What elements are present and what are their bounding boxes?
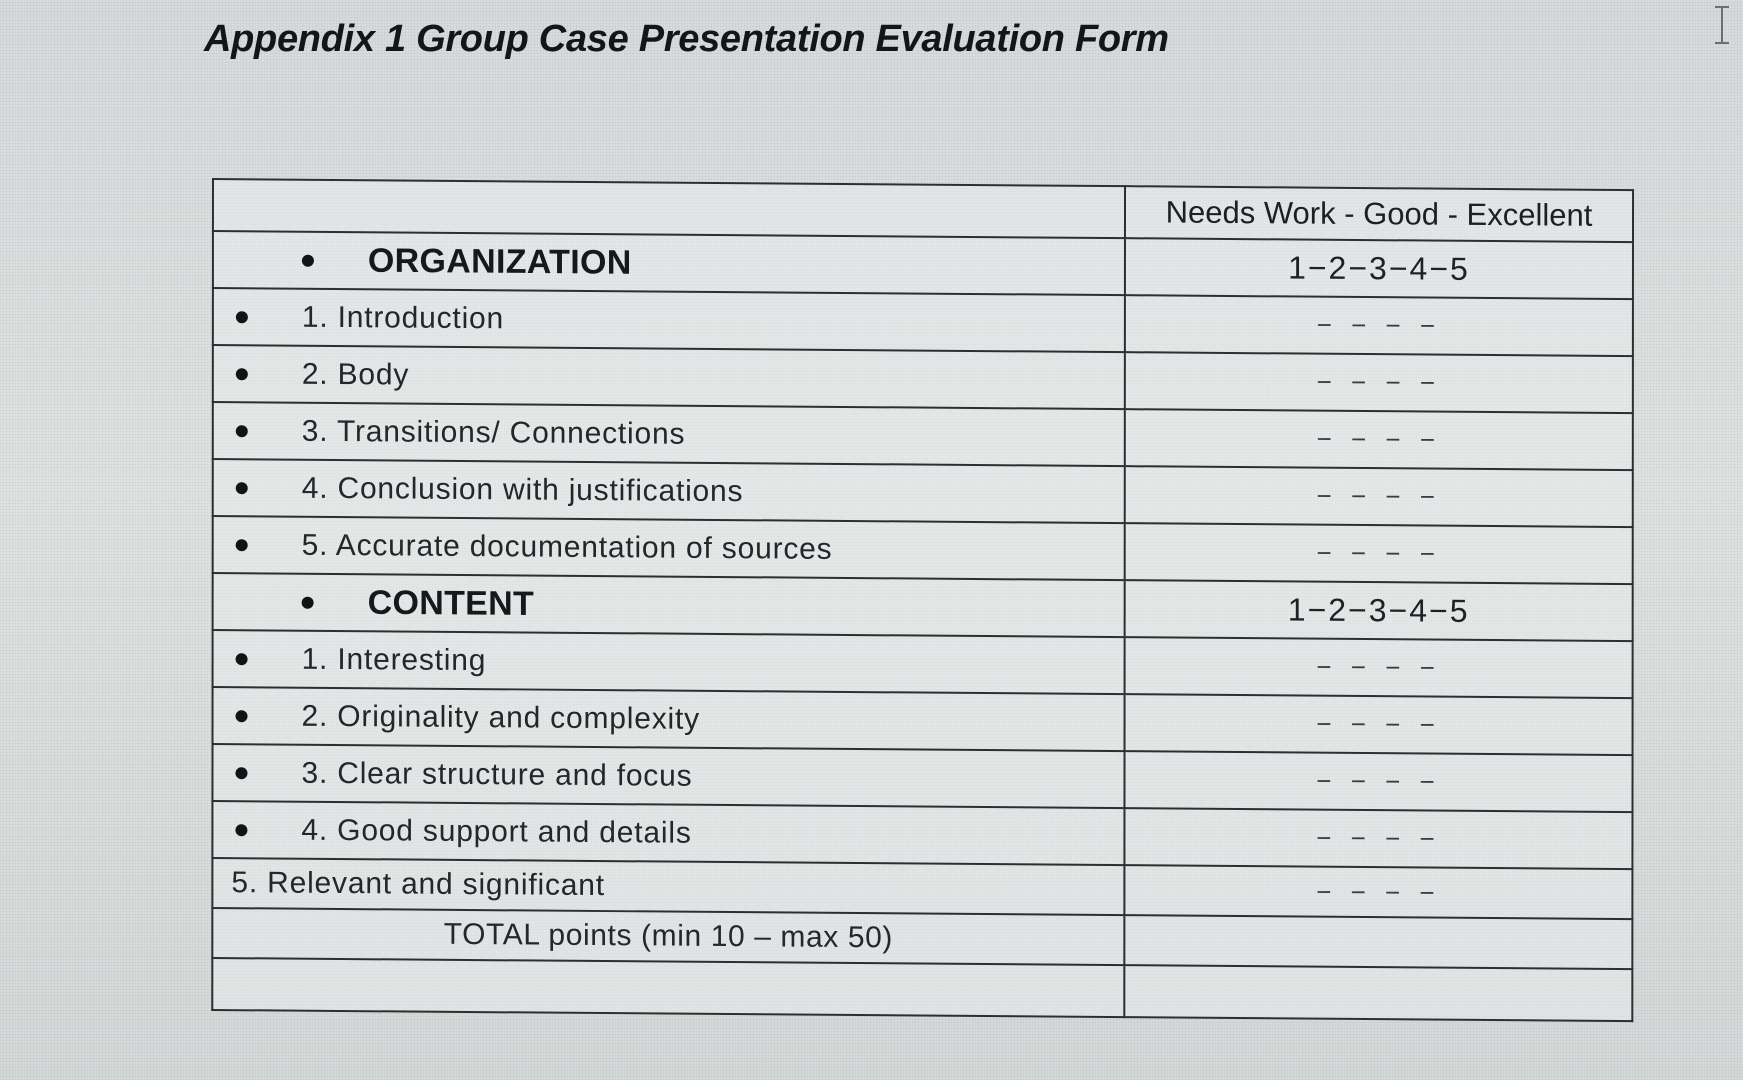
criterion-cell bbox=[213, 459, 1125, 523]
score-blank-field[interactable]: − − − − bbox=[1125, 295, 1633, 356]
bullet-icon bbox=[236, 425, 248, 437]
criterion-cell bbox=[212, 801, 1124, 865]
criterion-label: 1. Introduction bbox=[301, 300, 505, 335]
criterion-cell bbox=[213, 516, 1125, 580]
criterion-cell bbox=[213, 630, 1125, 694]
score-blank-field[interactable]: − − − − bbox=[1125, 637, 1633, 698]
section-scale-organization: 1−2−3−4−5 bbox=[1125, 238, 1633, 299]
criterion-label: 2. Body bbox=[301, 357, 410, 392]
bullet-icon bbox=[236, 311, 248, 323]
criterion-label: 3. Transitions/ Connections bbox=[301, 414, 686, 451]
criterion-label: 2. Originality and complexity bbox=[301, 699, 700, 736]
score-blank-field[interactable]: − − − − bbox=[1125, 694, 1633, 755]
text-cursor-icon bbox=[1712, 6, 1732, 44]
score-blank-field[interactable]: − − − − bbox=[1125, 523, 1633, 584]
criterion-label: 5. Accurate documentation of sources bbox=[301, 528, 833, 566]
criterion-cell bbox=[212, 858, 1124, 915]
criterion-cell bbox=[212, 744, 1124, 808]
score-blank-field[interactable]: − − − − bbox=[1125, 352, 1633, 413]
bullet-icon bbox=[236, 710, 248, 722]
score-blank-field[interactable]: − − − − bbox=[1124, 808, 1632, 869]
bullet-icon bbox=[302, 254, 314, 266]
criterion-cell bbox=[213, 288, 1125, 352]
total-label: TOTAL points (min 10 – max 50) bbox=[212, 908, 1124, 965]
bullet-icon bbox=[236, 482, 248, 494]
bullet-icon bbox=[236, 368, 248, 380]
bullet-icon bbox=[235, 767, 247, 779]
empty-cell-left bbox=[212, 958, 1124, 1017]
criterion-label: 4. Conclusion with justifications bbox=[301, 471, 744, 508]
text-cursor-cap-bottom bbox=[1715, 42, 1729, 44]
scale-header-cell: Needs Work - Good - Excellent bbox=[1125, 186, 1633, 242]
bullet-icon bbox=[236, 653, 248, 665]
score-blank-field[interactable]: − − − − bbox=[1124, 865, 1632, 919]
bullet-icon bbox=[235, 824, 247, 836]
document-title: Appendix 1 Group Case Presentation Evaluation Form bbox=[204, 18, 1169, 60]
header-empty-cell bbox=[213, 179, 1125, 238]
score-blank-field[interactable]: − − − − bbox=[1125, 466, 1633, 527]
text-cursor-stem bbox=[1721, 8, 1723, 42]
criterion-cell bbox=[213, 687, 1125, 751]
criterion-cell bbox=[213, 402, 1125, 466]
score-blank-field[interactable]: − − − − bbox=[1125, 409, 1633, 470]
empty-cell-right[interactable] bbox=[1124, 965, 1632, 1021]
section-label-cell bbox=[213, 231, 1125, 295]
total-score-field[interactable] bbox=[1124, 915, 1632, 969]
score-blank-field[interactable]: − − − − bbox=[1124, 751, 1632, 812]
criterion-label: 3. Clear structure and focus bbox=[301, 756, 693, 793]
criterion-label: 1. Interesting bbox=[301, 642, 487, 677]
section-scale-content: 1−2−3−4−5 bbox=[1125, 580, 1633, 641]
criterion-label: 5. Relevant and significant bbox=[231, 866, 605, 903]
bullet-icon bbox=[302, 596, 314, 608]
criterion-label: 4. Good support and details bbox=[301, 813, 692, 850]
criterion-cell bbox=[213, 345, 1125, 409]
empty-row bbox=[212, 958, 1632, 1021]
section-title-content: CONTENT bbox=[367, 583, 535, 623]
section-label-cell bbox=[213, 573, 1125, 637]
evaluation-table bbox=[211, 178, 1634, 1022]
bullet-icon bbox=[236, 539, 248, 551]
section-title-organization: ORGANIZATION bbox=[367, 241, 632, 282]
